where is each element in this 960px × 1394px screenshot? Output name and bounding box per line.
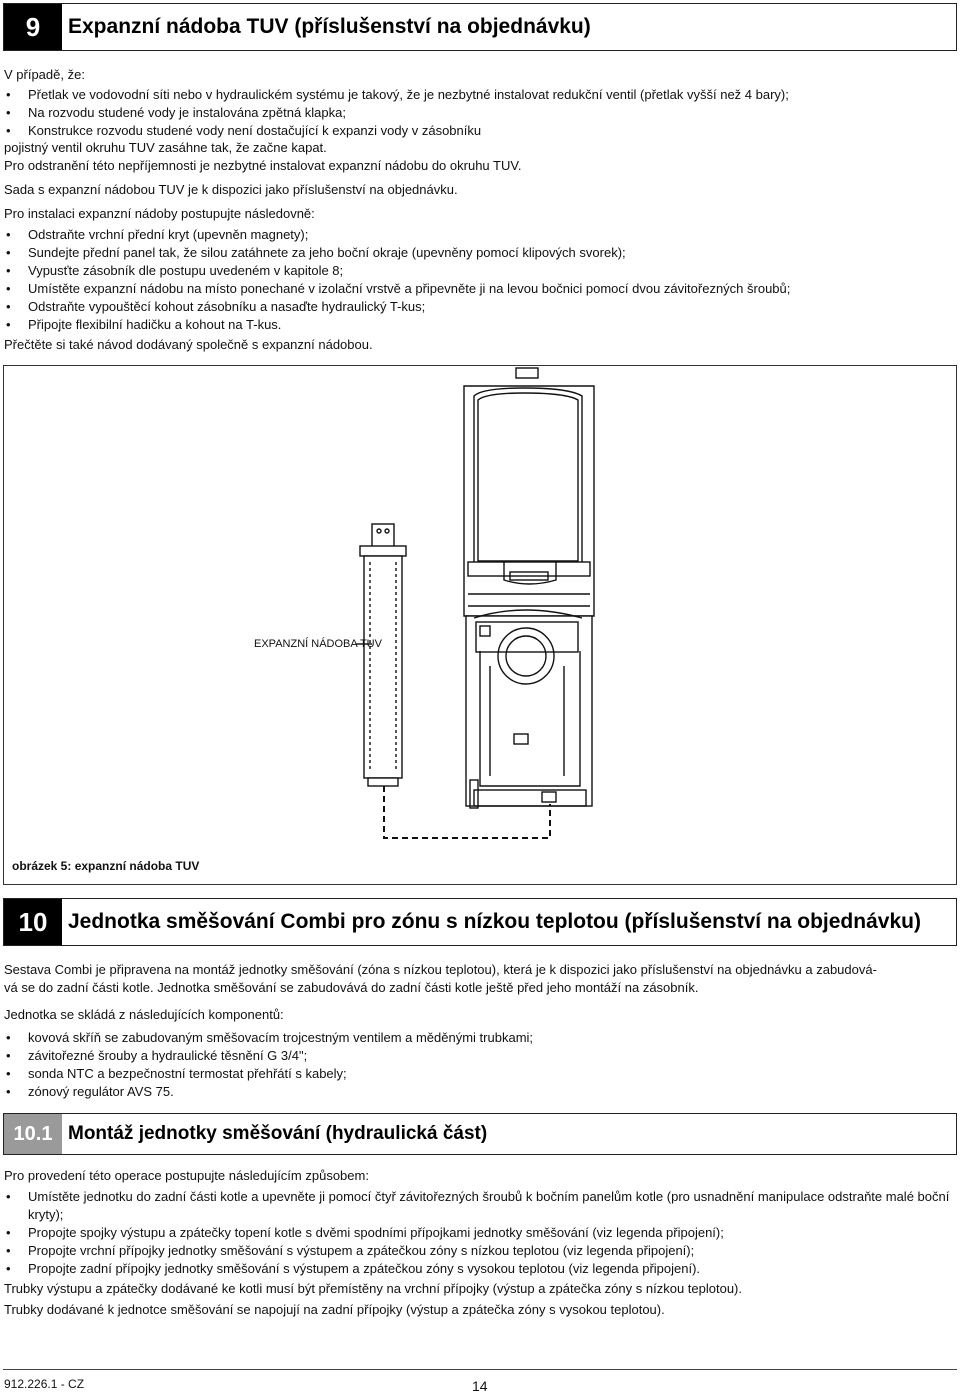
components-list <box>4 1029 954 1101</box>
paragraph-intro: Pro provedení této operace postupujte následujícím způsobem: <box>4 1168 369 1183</box>
paragraph: Sada s expanzní nádobou TUV je k dispozici jako příslušenství na objednávku. <box>4 182 458 197</box>
installation-steps-list <box>4 226 954 334</box>
paragraph: Pro instalaci expanzní nádoby postupujte následovně: <box>4 206 315 221</box>
paragraph: Trubky výstupu a zpátečky dodávané ke kotli musí být přemístěny na vrchní přípojky (výstup a zpátečka zóny s nízkou teplotou). <box>4 1281 742 1296</box>
list-item: • Propojte vrchní přípojky jednotky směšování s výstupem a zpátečkou zóny s nízkou teplotou (viz legenda připojení); <box>4 1242 954 1260</box>
list-item: • závitořezné šrouby a hydraulické těsnění G 3/4"; <box>4 1047 954 1065</box>
section-10-1-heading <box>3 1113 957 1155</box>
section-number: 9 <box>4 4 62 50</box>
document-number: 912.226.1 - CZ <box>4 1377 85 1391</box>
footer-divider <box>3 1369 957 1370</box>
mounting-steps-list <box>4 1188 954 1278</box>
list-item: • Propojte zadní přípojky jednotky směšování s výstupem a zpátečkou zóny s vysokou teplotou (viz legenda připojení). <box>4 1260 954 1278</box>
list-item: • Na rozvodu studené vody je instalována zpětná klapka; <box>4 104 954 122</box>
list-item: • Vypusťte zásobník dle postupu uvedeném v kapitole 8; <box>4 262 954 280</box>
list-item: • Přetlak ve vodovodní síti nebo v hydraulickém systému je takový, že je nezbytné instalovat redukční ventil (přetlak vyšší než 4 bary); <box>4 86 954 104</box>
list-item: • Umístěte expanzní nádobu na místo ponechané v izolační vrstvě a připevněte ji na levou bočnici pomocí dvou závitořezných šroubů; <box>4 280 954 298</box>
conditions-list <box>4 86 954 140</box>
paragraph: Sestava Combi je připravena na montáž jednotky směšování (zóna s nízkou teplotou), která je k dispozici jako příslušenství na objednávku a zabudová- <box>4 962 877 977</box>
section-10-heading <box>3 898 957 946</box>
page-number: 14 <box>472 1378 488 1394</box>
list-item: • Odstraňte vypouštěcí kohout zásobníku a nasaďte hydraulický T-kus; <box>4 298 954 316</box>
paragraph: Trubky dodávané k jednotce směšování se napojují na zadní přípojky (výstup a zpátečka zóny s vysokou teplotou). <box>4 1302 665 1317</box>
paragraph-intro: V případě, že: <box>4 67 85 82</box>
paragraph: pojistný ventil okruhu TUV zasáhne tak, že začne kapat. <box>4 140 327 155</box>
paragraph: Pro odstranění této nepříjemnosti je nezbytné instalovat expanzní nádobu do okruhu TUV. <box>4 158 522 173</box>
list-item: • Konstrukce rozvodu studené vody není dostačující k expanzi vody v zásobníku <box>4 122 954 140</box>
section-title: Jednotka směšování Combi pro zónu s nízkou teplotou (příslušenství na objednávku) <box>68 910 921 933</box>
figure-expansion-vessel <box>3 365 957 885</box>
section-number: 10.1 <box>4 1114 62 1154</box>
boiler-illustration <box>4 366 956 884</box>
section-title: Expanzní nádoba TUV (příslušenství na objednávku) <box>68 15 591 38</box>
section-9-heading <box>3 3 957 51</box>
paragraph: Přečtěte si také návod dodávaný společně s expanzní nádobou. <box>4 337 373 352</box>
list-item: • kovová skříň se zabudovaným směšovacím trojcestným ventilem a měděnými trubkami; <box>4 1029 954 1047</box>
list-item: • sonda NTC a bezpečnostní termostat přehřátí s kabely; <box>4 1065 954 1083</box>
list-item: • Propojte spojky výstupu a zpátečky topení kotle s dvěmi spodními přípojkami jednotky směšování (viz legenda připojení); <box>4 1224 954 1242</box>
paragraph: vá se do zadní části kotle. Jednotka směšování se zabudovává do zadní části kotle ještě před jeho montáží na zásobník. <box>4 980 699 995</box>
list-item: • Odstraňte vrchní přední kryt (upevněn magnety); <box>4 226 954 244</box>
paragraph: Jednotka se skládá z následujících komponentů: <box>4 1007 284 1022</box>
list-item: • Sundejte přední panel tak, že silou zatáhnete za jeho boční okraje (upevněny pomocí klipových svorek); <box>4 244 954 262</box>
list-item: • Umístěte jednotku do zadní části kotle a upevněte ji pomocí čtyř závitořezných šroubů k bočním panelům kotle (pro usnadnění manipulace odstraňte malé boční kryty); <box>4 1188 954 1224</box>
section-number: 10 <box>4 899 62 945</box>
list-item: • Připojte flexibilní hadičku a kohout na T-kus. <box>4 316 954 334</box>
section-title: Montáž jednotky směšování (hydraulická část) <box>68 1123 488 1144</box>
figure-caption: obrázek 5: expanzní nádoba TUV <box>12 859 200 873</box>
figure-label: EXPANZNÍ NÁDOBA TUV <box>254 638 382 650</box>
list-item: • zónový regulátor AVS 75. <box>4 1083 954 1101</box>
